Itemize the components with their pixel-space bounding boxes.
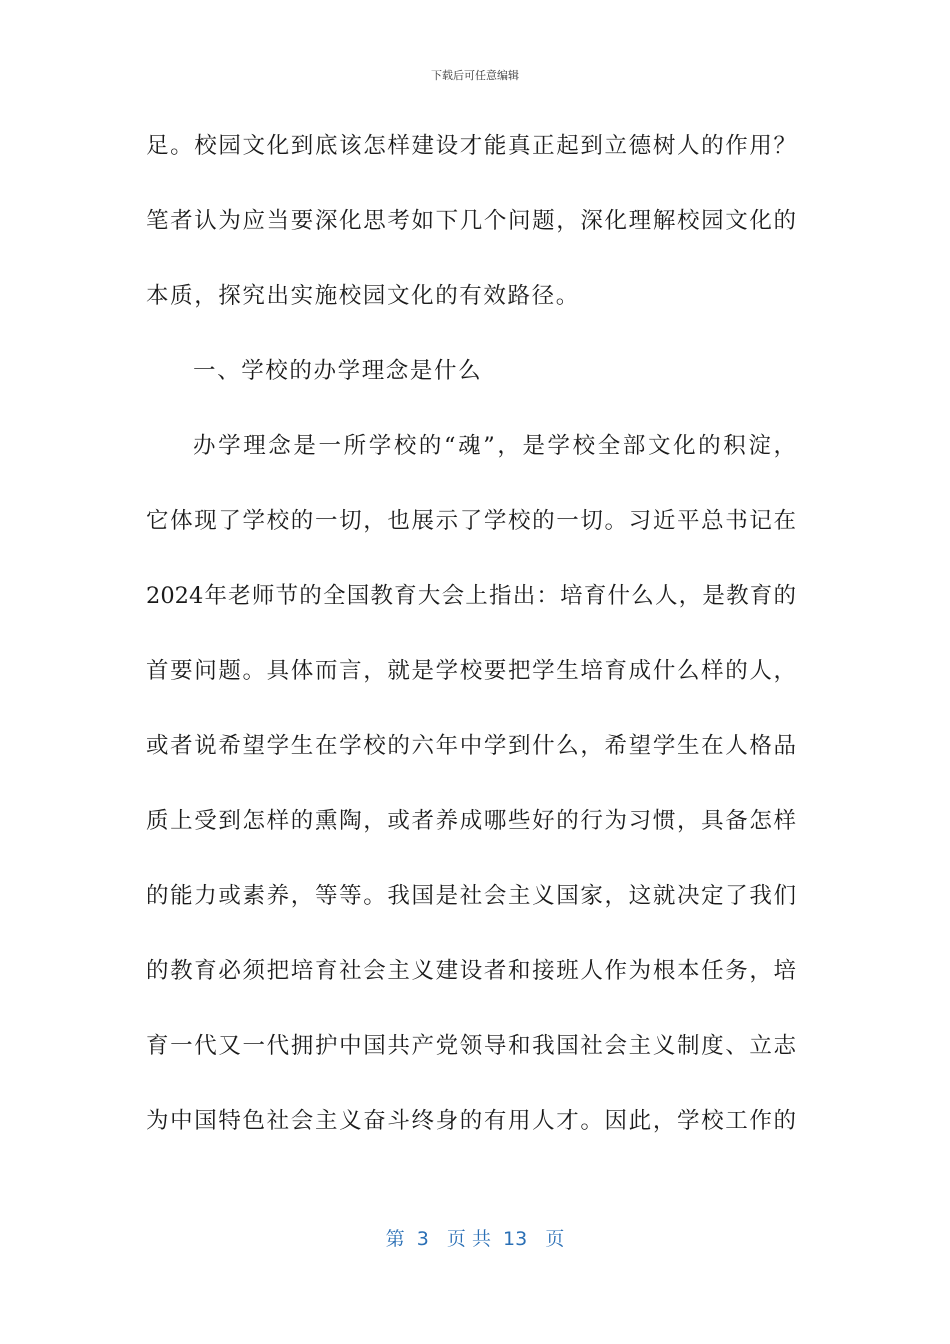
paragraph-line: 本质，探究出实施校园文化的有效路径。 (146, 283, 580, 309)
paragraph-line: 的教育必须把培育社会主义建设者和接班人作为根本任务，培 (146, 958, 796, 984)
paragraph-line: 2024年老师节的全国教育大会上指出：培育什么人，是教育的 (146, 583, 796, 609)
paragraph-line: 足。校园文化到底该怎样建设才能真正起到立德树人的作用？ (146, 133, 796, 159)
paragraph-line: 首要问题。具体而言，就是学校要把学生培育成什么样的人， (146, 658, 796, 684)
paragraph-line: 办学理念是一所学校的“魂”，是学校全部文化的积淀， (193, 433, 796, 459)
paragraph-line: 或者说希望学生在学校的六年中学到什么，希望学生在人格品 (146, 733, 796, 759)
paragraph-line: 育一代又一代拥护中国共产党领导和我国社会主义制度、立志 (146, 1033, 796, 1059)
page-number-footer: 第 3 页 共 13 页 (385, 1228, 565, 1250)
paragraph-line: 它体现了学校的一切，也展示了学校的一切。习近平总书记在 (146, 508, 796, 534)
section-heading: 一、学校的办学理念是什么 (193, 358, 483, 384)
paragraph-line: 质上受到怎样的熏陶，或者养成哪些好的行为习惯，具备怎样 (146, 808, 796, 834)
page-header: 下载后可任意编辑 (431, 69, 519, 82)
paragraph-line: 的能力或素养，等等。我国是社会主义国家，这就决定了我们 (146, 883, 796, 909)
paragraph-line: 为中国特色社会主义奋斗终身的有用人才。因此，学校工作的 (146, 1108, 796, 1134)
document-body (146, 118, 796, 1168)
paragraph-line: 笔者认为应当要深化思考如下几个问题，深化理解校园文化的 (146, 208, 796, 234)
